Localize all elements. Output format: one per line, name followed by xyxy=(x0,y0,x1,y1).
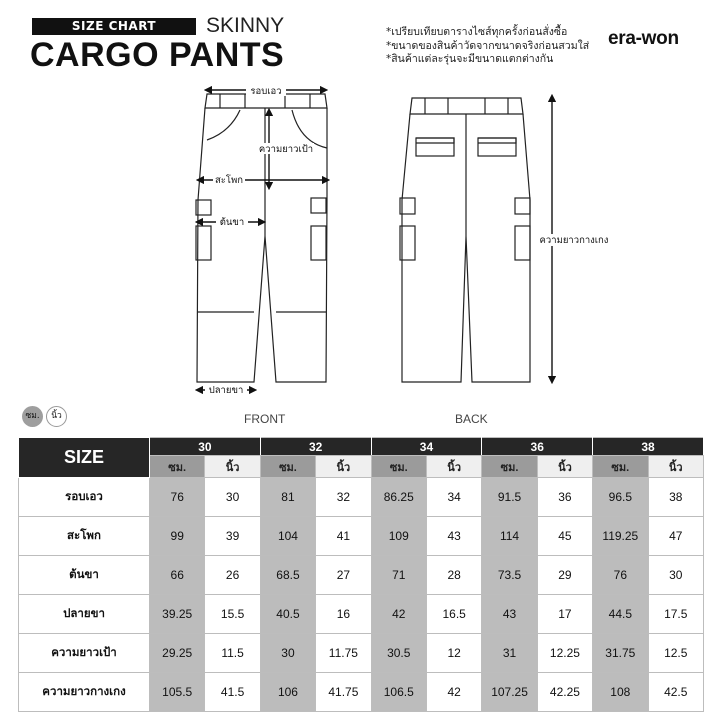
hem-label: ปลายขา xyxy=(208,385,244,396)
cell-inch: 42.25 xyxy=(537,673,592,712)
back-pants-drawing xyxy=(400,98,530,382)
cell-cm: 39.25 xyxy=(150,595,205,634)
cell-cm: 66 xyxy=(150,556,205,595)
back-label: BACK xyxy=(455,412,488,426)
note-line: *สินค้าแต่ละรุ่นจะมีขนาดแตกต่างกัน xyxy=(386,53,554,65)
table-row xyxy=(19,478,704,517)
cell-inch: 15.5 xyxy=(205,595,260,634)
size-column-header: 34 xyxy=(371,438,482,456)
cell-inch: 36 xyxy=(537,478,592,517)
table-row xyxy=(19,673,704,712)
table-row xyxy=(19,517,704,556)
cell-inch: 39 xyxy=(205,517,260,556)
cell-cm: 42 xyxy=(371,595,426,634)
cell-cm: 91.5 xyxy=(482,478,537,517)
cell-cm: 44.5 xyxy=(593,595,648,634)
size-table xyxy=(18,437,704,712)
thigh-label: ต้นขา xyxy=(219,217,245,228)
cell-cm: 30 xyxy=(260,634,315,673)
table-row xyxy=(19,634,704,673)
table-row xyxy=(19,556,704,595)
cell-cm: 31.75 xyxy=(593,634,648,673)
cell-inch: 27 xyxy=(316,556,371,595)
cell-inch: 11.75 xyxy=(316,634,371,673)
cell-inch: 45 xyxy=(537,517,592,556)
cell-inch: 32 xyxy=(316,478,371,517)
unit-header-cm: ซม. xyxy=(593,456,648,478)
waist-label: รอบเอว xyxy=(250,86,282,97)
cell-cm: 73.5 xyxy=(482,556,537,595)
cell-cm: 119.25 xyxy=(593,517,648,556)
cell-inch: 12 xyxy=(426,634,481,673)
note-line: *ขนาดของสินค้าวัดจากขนาดจริงก่อนสวมใส่ xyxy=(386,39,590,52)
cell-inch: 42.5 xyxy=(648,673,703,712)
row-label: ปลายขา xyxy=(19,595,150,634)
size-column-header: 36 xyxy=(482,438,593,456)
unit-inch-chip[interactable]: นิ้ว xyxy=(46,406,67,427)
unit-header-inch: นิ้ว xyxy=(648,456,703,478)
cell-cm: 86.25 xyxy=(371,478,426,517)
unit-header-cm: ซม. xyxy=(260,456,315,478)
measure-arrows xyxy=(199,90,552,390)
brand-logo: era-won xyxy=(608,28,679,49)
cell-inch: 34 xyxy=(426,478,481,517)
unit-header-cm: ซม. xyxy=(371,456,426,478)
cell-cm: 106.5 xyxy=(371,673,426,712)
cell-cm: 40.5 xyxy=(260,595,315,634)
cell-cm: 29.25 xyxy=(150,634,205,673)
size-chart-banner: SIZE CHART xyxy=(32,18,196,35)
row-label: ต้นขา xyxy=(19,556,150,595)
unit-cm-chip[interactable]: ซม. xyxy=(22,406,43,427)
unit-header-inch: นิ้ว xyxy=(205,456,260,478)
cell-cm: 104 xyxy=(260,517,315,556)
cell-cm: 43 xyxy=(482,595,537,634)
cell-inch: 43 xyxy=(426,517,481,556)
size-column-header: 32 xyxy=(260,438,371,456)
unit-header-cm: ซม. xyxy=(150,456,205,478)
length-label: ความยาวกางเกง xyxy=(539,235,609,246)
unit-header-inch: นิ้ว xyxy=(426,456,481,478)
rise-label: ความยาวเป้า xyxy=(258,144,314,155)
cell-cm: 81 xyxy=(260,478,315,517)
table-row xyxy=(19,595,704,634)
cell-inch: 29 xyxy=(537,556,592,595)
row-label: ความยาวกางเกง xyxy=(19,673,150,712)
hip-label: สะโพก xyxy=(214,175,244,186)
unit-toggle[interactable] xyxy=(22,406,67,427)
unit-header-inch: นิ้ว xyxy=(537,456,592,478)
cell-cm: 105.5 xyxy=(150,673,205,712)
cell-inch: 41.75 xyxy=(316,673,371,712)
cell-inch: 16.5 xyxy=(426,595,481,634)
cell-cm: 31 xyxy=(482,634,537,673)
size-header: SIZE xyxy=(19,438,150,478)
size-header-row xyxy=(19,438,704,456)
unit-header-cm: ซม. xyxy=(482,456,537,478)
cell-cm: 108 xyxy=(593,673,648,712)
row-label: สะโพก xyxy=(19,517,150,556)
front-label: FRONT xyxy=(244,412,286,426)
page-title: CARGO PANTS xyxy=(30,36,285,74)
note-line: *เปรียบเทียบตารางไซส์ทุกครั้งก่อนสั่งซื้อ xyxy=(386,26,568,38)
cell-inch: 47 xyxy=(648,517,703,556)
style-label: SKINNY xyxy=(206,14,285,37)
cell-cm: 76 xyxy=(593,556,648,595)
cell-cm: 114 xyxy=(482,517,537,556)
cell-cm: 109 xyxy=(371,517,426,556)
cell-inch: 41.5 xyxy=(205,673,260,712)
cell-inch: 28 xyxy=(426,556,481,595)
cell-cm: 71 xyxy=(371,556,426,595)
cell-inch: 38 xyxy=(648,478,703,517)
cell-cm: 30.5 xyxy=(371,634,426,673)
cell-cm: 99 xyxy=(150,517,205,556)
cell-cm: 68.5 xyxy=(260,556,315,595)
cell-inch: 17.5 xyxy=(648,595,703,634)
cell-inch: 16 xyxy=(316,595,371,634)
cell-cm: 76 xyxy=(150,478,205,517)
cell-inch: 30 xyxy=(205,478,260,517)
cell-inch: 30 xyxy=(648,556,703,595)
cell-inch: 12.5 xyxy=(648,634,703,673)
cell-cm: 107.25 xyxy=(482,673,537,712)
size-column-header: 38 xyxy=(593,438,704,456)
cell-inch: 11.5 xyxy=(205,634,260,673)
front-pants-drawing xyxy=(196,94,327,382)
row-label: รอบเอว xyxy=(19,478,150,517)
cell-inch: 26 xyxy=(205,556,260,595)
cell-inch: 41 xyxy=(316,517,371,556)
cell-inch: 17 xyxy=(537,595,592,634)
cell-inch: 12.25 xyxy=(537,634,592,673)
size-column-header: 30 xyxy=(150,438,261,456)
cell-inch: 42 xyxy=(426,673,481,712)
row-label: ความยาวเป้า xyxy=(19,634,150,673)
cell-cm: 106 xyxy=(260,673,315,712)
unit-header-inch: นิ้ว xyxy=(316,456,371,478)
cell-cm: 96.5 xyxy=(593,478,648,517)
